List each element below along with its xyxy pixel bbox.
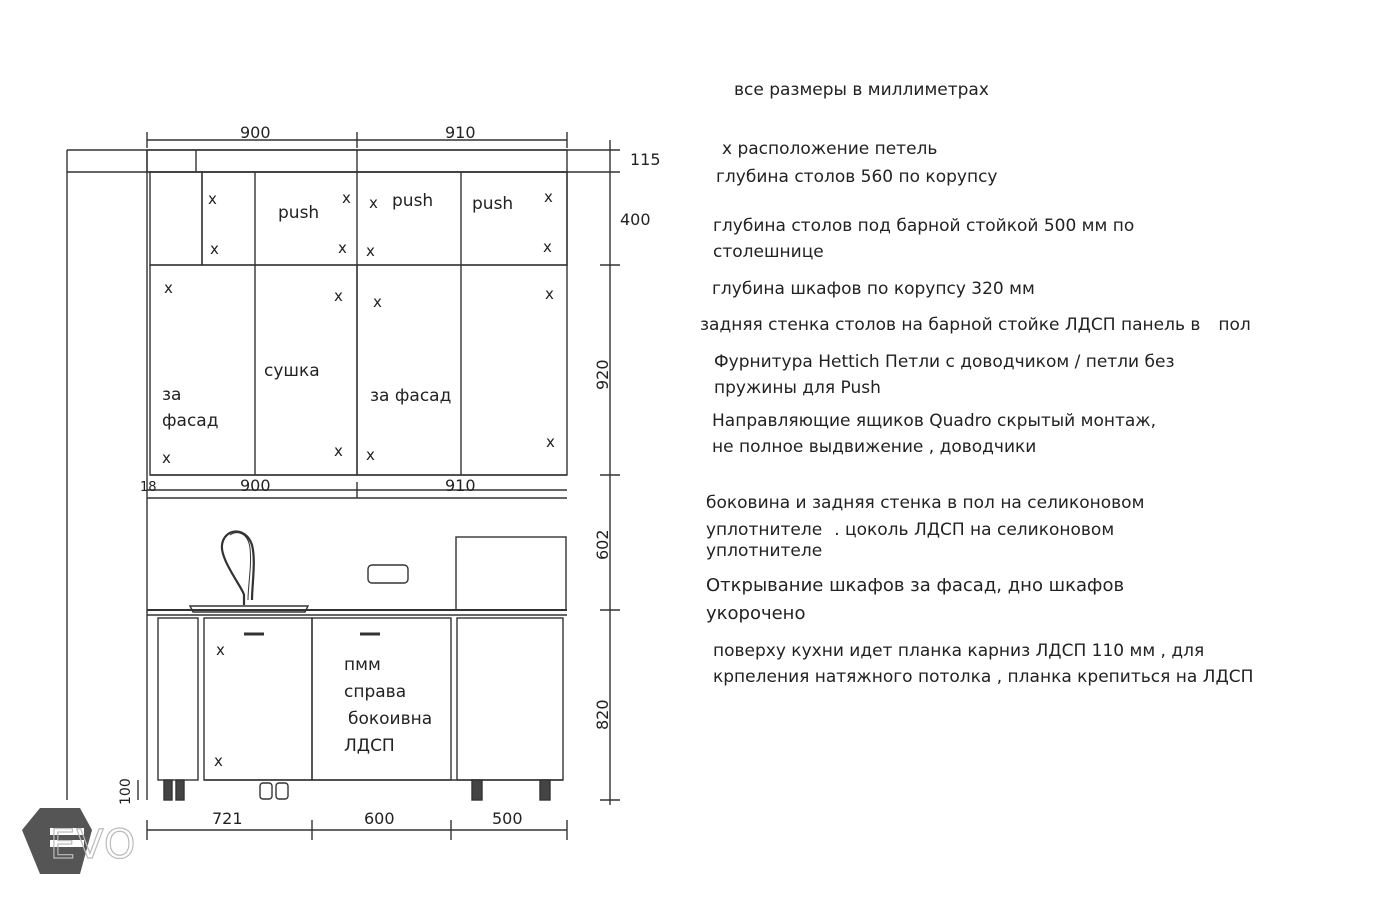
label-dryer: сушка bbox=[264, 361, 320, 381]
note-cabinet-depth: глубина шкафов по корупсу 320 мм bbox=[712, 279, 1035, 299]
hinge-mark: x bbox=[208, 190, 217, 208]
dim-top-right: 910 bbox=[445, 123, 476, 142]
evo-logo bbox=[22, 808, 136, 874]
hinge-mark: x bbox=[373, 293, 382, 311]
note-drawers: Направляющие ящиков Quadro скрытый монтаж, не полное выдвижение , доводчики bbox=[712, 411, 1157, 458]
wall-cabinet-left bbox=[150, 265, 357, 475]
dim-top-left: 900 bbox=[240, 123, 271, 142]
label-dishwasher-4: ЛДСП bbox=[344, 736, 395, 756]
note-depth-tables: глубина столов 560 по корупсу bbox=[716, 167, 998, 187]
hinge-mark: x bbox=[369, 194, 378, 212]
hinge-mark: x bbox=[162, 449, 171, 467]
hinge-mark: x bbox=[545, 285, 554, 303]
hinge-mark: x bbox=[164, 279, 173, 297]
dim-gap: 18 bbox=[140, 480, 157, 495]
hinge-mark: x bbox=[342, 189, 351, 207]
wall-cabinet-right bbox=[357, 265, 567, 475]
upper-cabinet-row bbox=[202, 172, 567, 265]
dim-plinth: 100 bbox=[118, 778, 134, 805]
hinge-mark: x bbox=[334, 442, 343, 460]
note-bar-depth: глубина столов под барной стойкой 500 мм по столешнице bbox=[713, 216, 1135, 263]
upper-cabinet-left bbox=[150, 172, 202, 265]
label-facade-a2: фасад bbox=[162, 411, 219, 431]
dim-wall: 920 bbox=[593, 359, 612, 390]
note-opening: Открывание шкафов за фасад, дно шкафов укорочено bbox=[706, 575, 1125, 624]
dim-cornice: 115 bbox=[630, 150, 661, 169]
dim-mid-left: 900 bbox=[240, 476, 271, 495]
hinge-mark: x bbox=[216, 641, 225, 659]
note-cornice: поверху кухни идет планка карниз ЛДСП 110 мм , для крпеления натяжного потолка , планка крепиться на ЛДСП bbox=[713, 641, 1254, 688]
hinge-mark: x bbox=[366, 446, 375, 464]
note-seal: боковина и задняя стенка в пол на селиконовом уплотнителе . цоколь ЛДСП на селиконовом уплотнителе bbox=[706, 493, 1145, 562]
dim-bottom-2: 600 bbox=[364, 809, 395, 828]
label-push-2: push bbox=[392, 191, 434, 211]
label-push-3: push bbox=[472, 194, 514, 214]
note-hinges: х расположение петель bbox=[722, 139, 938, 159]
label-dishwasher-3: бокоивна bbox=[348, 709, 433, 729]
label-dishwasher-1: пмм bbox=[344, 655, 381, 675]
label-facade-a1: за bbox=[162, 385, 182, 405]
hinge-mark: x bbox=[366, 242, 375, 260]
dim-mid-right: 910 bbox=[445, 476, 476, 495]
dim-upper: 400 bbox=[620, 210, 651, 229]
hinge-mark: x bbox=[543, 238, 552, 256]
dim-bottom-1: 721 bbox=[212, 809, 243, 828]
hinge-mark: x bbox=[334, 287, 343, 305]
base-cabinet-1 bbox=[158, 618, 198, 780]
base-cabinet-3 bbox=[457, 618, 563, 780]
note-hardware: Фурнитура Hettich Петли с доводчиком / петли без пружины для Push bbox=[714, 352, 1175, 399]
dim-bottom-3: 500 bbox=[492, 809, 523, 828]
note-back-wall: задняя стенка столов на барной стойке ЛДСП панель в пол bbox=[700, 315, 1251, 335]
hinge-mark: x bbox=[544, 188, 553, 206]
note-units: все размеры в миллиметрах bbox=[734, 80, 989, 100]
hinge-mark: x bbox=[338, 239, 347, 257]
hinge-mark: x bbox=[214, 752, 223, 770]
logo-text: EVO bbox=[50, 822, 137, 868]
label-push-1: push bbox=[278, 203, 320, 223]
socket bbox=[368, 565, 408, 583]
dim-backsplash: 602 bbox=[593, 529, 612, 560]
label-dishwasher-2: справа bbox=[344, 682, 407, 702]
appliance-box bbox=[456, 537, 566, 610]
dim-base: 820 bbox=[593, 699, 612, 730]
hinge-mark: x bbox=[546, 433, 555, 451]
hinge-mark: x bbox=[210, 240, 219, 258]
label-facade-b: за фасад bbox=[370, 386, 452, 406]
